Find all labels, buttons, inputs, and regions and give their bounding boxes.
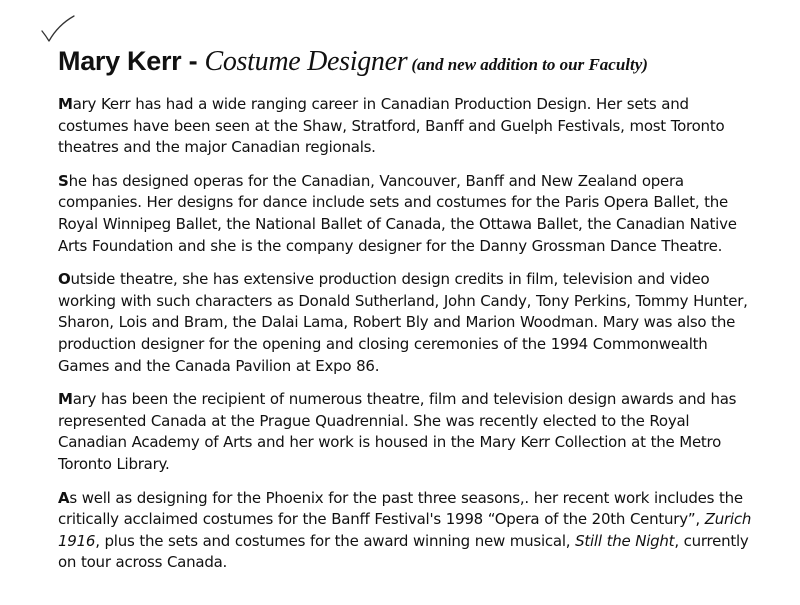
paragraph-career <box>58 94 762 159</box>
paragraph-opera-dance <box>58 171 762 257</box>
paragraph-text: utside theatre, she has extensive production design credits in film, television and video working with such characters as Donald Sutherland, John Candy, Tony Perkins, Tommy Hunter, Sharon, Lois and Bram, the Dalai Lama, Robert Bly and Marion Woodman. Mary was also the production designer for the opening and closing ceremonies of the 1994 Commonwealth Games and the Canada Pavilion at Expo 86. <box>58 270 748 375</box>
drop-letter: S <box>58 171 69 190</box>
work-title-still-the-night: Still the Night <box>575 531 675 550</box>
work-title-zurich: Zurich 1916 <box>58 510 752 550</box>
drop-letter: M <box>58 95 73 113</box>
article-body <box>58 94 762 586</box>
drop-letter: O <box>58 270 71 289</box>
title-role: Costume Designer <box>204 46 408 77</box>
paragraph-text: ary Kerr has had a wide ranging career in Canadian Production Design. Her sets and costumes have been seen at the Shaw, Stratford, Banff and Guelph Festivals, most Toronto theatres and the major Canadian regionals. <box>58 95 725 157</box>
checkmark-icon <box>40 14 76 44</box>
paragraph-text: s well as designing for the Phoenix for the past three seasons,. her recent work includes the critically acclaimed costumes for the Banff Festival's 1998 “Opera of the 20th Century”, <box>58 488 743 529</box>
drop-letter: A <box>58 488 70 507</box>
paragraph-film-tv <box>58 269 762 377</box>
paragraph-text: , currently on tour across Canada. <box>58 531 749 572</box>
paragraph-text: , plus the sets and costumes for the award winning new musical, <box>95 531 576 550</box>
paragraph-text: he has designed operas for the Canadian, Vancouver, Banff and New Zealand opera companies. Her designs for dance include sets and costumes for the Paris Opera Ballet, the Royal Winnipeg Ballet, the National Ballet of Canada, the Ottawa Ballet, the Canadian Native Arts Foundation and she is the company designer for the Danny Grossman Dance Theatre. <box>58 171 737 255</box>
paragraph-awards <box>58 389 762 475</box>
page-title <box>58 48 798 76</box>
paragraph-text: ary has been the recipient of numerous theatre, film and television design awards and has represented Canada at the Prague Quadrennial. She was recently elected to the Royal Canadian Academy of Arts and her work is housed in the Mary Kerr Collection at the Metro Toronto Library. <box>58 390 737 473</box>
paragraph-recent-work <box>58 488 762 574</box>
title-name: Mary Kerr - <box>58 46 205 76</box>
title-note: (and new addition to our Faculty) <box>411 55 648 74</box>
drop-letter: M <box>58 390 73 409</box>
